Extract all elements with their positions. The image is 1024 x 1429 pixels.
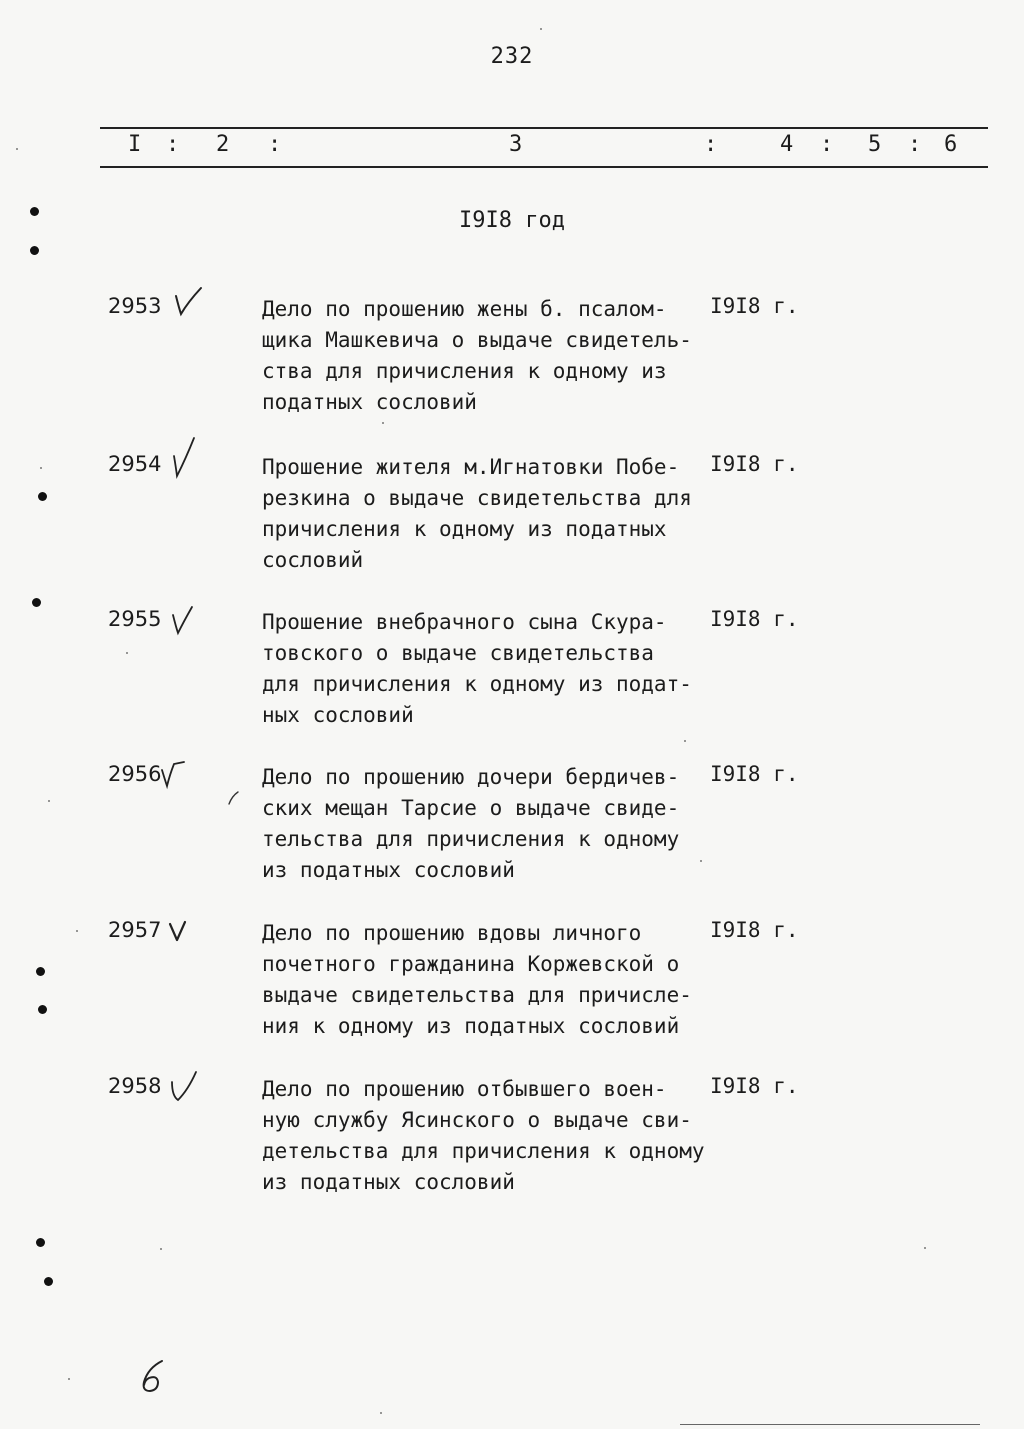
punch-hole-dot xyxy=(36,967,45,976)
entry-date: I9I8 г. xyxy=(710,607,799,631)
entry-description-line: для причисления к одному из подат- xyxy=(262,672,692,696)
entry-description xyxy=(262,607,722,731)
entry-date: I9I8 г. xyxy=(710,1074,799,1098)
column-header-6: 6 xyxy=(944,132,958,157)
punch-hole-dot xyxy=(30,207,39,216)
entry-description xyxy=(262,1074,722,1198)
punch-hole-dot xyxy=(38,492,47,501)
column-header-5: 5 xyxy=(868,132,882,157)
entry-number: 2954 xyxy=(108,452,162,476)
scan-speck xyxy=(126,652,128,654)
entry-description-line: Прошение внебрачного сына Скура- xyxy=(262,610,667,634)
punch-hole-dot xyxy=(44,1277,53,1286)
entry-description-line: из податных сословий xyxy=(262,1170,515,1194)
column-header-1: I xyxy=(128,132,142,157)
entry-description xyxy=(262,294,722,418)
punch-hole-dot xyxy=(32,598,41,607)
catalog-entry xyxy=(0,452,1024,602)
checkmark-icon xyxy=(168,1064,212,1108)
scan-speck xyxy=(48,800,50,802)
entry-description-line: сословий xyxy=(262,548,364,572)
handwritten-folio-mark xyxy=(136,1358,172,1394)
entry-description-line: ных сословий xyxy=(262,703,414,727)
entry-description-line: Дело по прошению отбывшего воен- xyxy=(262,1077,667,1101)
entry-description xyxy=(262,452,722,576)
scan-speck xyxy=(380,1412,382,1414)
entry-number: 2958 xyxy=(108,1074,162,1098)
column-separator: : xyxy=(268,132,282,157)
entry-description-line: причисления к одному из податных xyxy=(262,517,667,541)
entry-number: 2953 xyxy=(108,294,162,318)
catalog-entry xyxy=(0,918,1024,1068)
scan-speck xyxy=(40,467,42,469)
checkmark-icon xyxy=(168,282,212,326)
entry-date: I9I8 г. xyxy=(710,294,799,318)
checkmark-icon xyxy=(168,434,212,486)
scan-speck xyxy=(16,148,18,150)
scan-speck xyxy=(540,28,542,30)
catalog-entry xyxy=(0,1074,1024,1224)
year-heading: I9I8 год xyxy=(459,208,565,233)
entry-description-line: ния к одному из податных сословий xyxy=(262,1014,680,1038)
entry-description xyxy=(262,918,722,1042)
catalog-entry xyxy=(0,762,1024,912)
entry-description-line: Дело по прошению жены б. псалом- xyxy=(262,297,667,321)
scan-speck xyxy=(684,740,686,742)
catalog-entry xyxy=(0,294,1024,444)
entry-description-line: почетного гражданина Коржевской о xyxy=(262,952,680,976)
entry-description-line: Дело по прошению вдовы личного xyxy=(262,921,642,945)
column-separator: : xyxy=(704,132,718,157)
header-rule-bottom xyxy=(100,166,988,168)
checkmark-icon xyxy=(168,916,204,952)
entry-description-line: тельства для причисления к одному xyxy=(262,827,680,851)
scan-speck xyxy=(76,930,78,932)
entry-description xyxy=(262,762,722,886)
scan-speck xyxy=(700,860,702,862)
checkmark-icon xyxy=(158,758,198,798)
entry-description-line: ских мещан Тарсие о выдаче свиде- xyxy=(262,796,680,820)
entry-date: I9I8 г. xyxy=(710,762,799,786)
entry-description-line: товского о выдаче свидетельства xyxy=(262,641,654,665)
bottom-edge-line xyxy=(680,1424,980,1425)
entry-number: 2956 xyxy=(108,762,162,786)
scan-speck xyxy=(68,1378,70,1380)
entry-number: 2955 xyxy=(108,607,162,631)
column-separator: : xyxy=(166,132,180,157)
scan-speck xyxy=(160,1248,162,1250)
tick-mark-icon xyxy=(226,788,246,808)
entry-description-line: детельства для причисления к одному xyxy=(262,1139,705,1163)
scan-speck xyxy=(924,1247,926,1249)
header-rule-top xyxy=(100,127,988,129)
checkmark-icon xyxy=(170,603,210,643)
column-header-4: 4 xyxy=(780,132,794,157)
entry-description-line: резкина о выдаче свидетельства для xyxy=(262,486,692,510)
entry-number: 2957 xyxy=(108,918,162,942)
entry-description-line: Дело по прошению дочери бердичев- xyxy=(262,765,680,789)
punch-hole-dot xyxy=(36,1238,45,1247)
column-separator: : xyxy=(820,132,834,157)
punch-hole-dot xyxy=(38,1005,47,1014)
column-header-2: 2 xyxy=(216,132,230,157)
entry-description-line: выдаче свидетельства для причисле- xyxy=(262,983,692,1007)
punch-hole-dot xyxy=(30,246,39,255)
entry-description-line: ную службу Ясинского о выдаче сви- xyxy=(262,1108,692,1132)
entry-description-line: Прошение жителя м.Игнатовки Побе- xyxy=(262,455,680,479)
column-header-3: 3 xyxy=(509,132,523,157)
entry-date: I9I8 г. xyxy=(710,918,799,942)
entry-description-line: ства для причисления к одному из xyxy=(262,359,667,383)
entry-description-line: щика Машкевича о выдаче свидетель- xyxy=(262,328,692,352)
entry-description-line: из податных сословий xyxy=(262,858,515,882)
page-number: 232 xyxy=(490,44,534,69)
scan-speck xyxy=(382,422,384,424)
entry-date: I9I8 г. xyxy=(710,452,799,476)
column-separator: : xyxy=(908,132,922,157)
entry-description-line: податных сословий xyxy=(262,390,477,414)
catalog-entry xyxy=(0,607,1024,757)
